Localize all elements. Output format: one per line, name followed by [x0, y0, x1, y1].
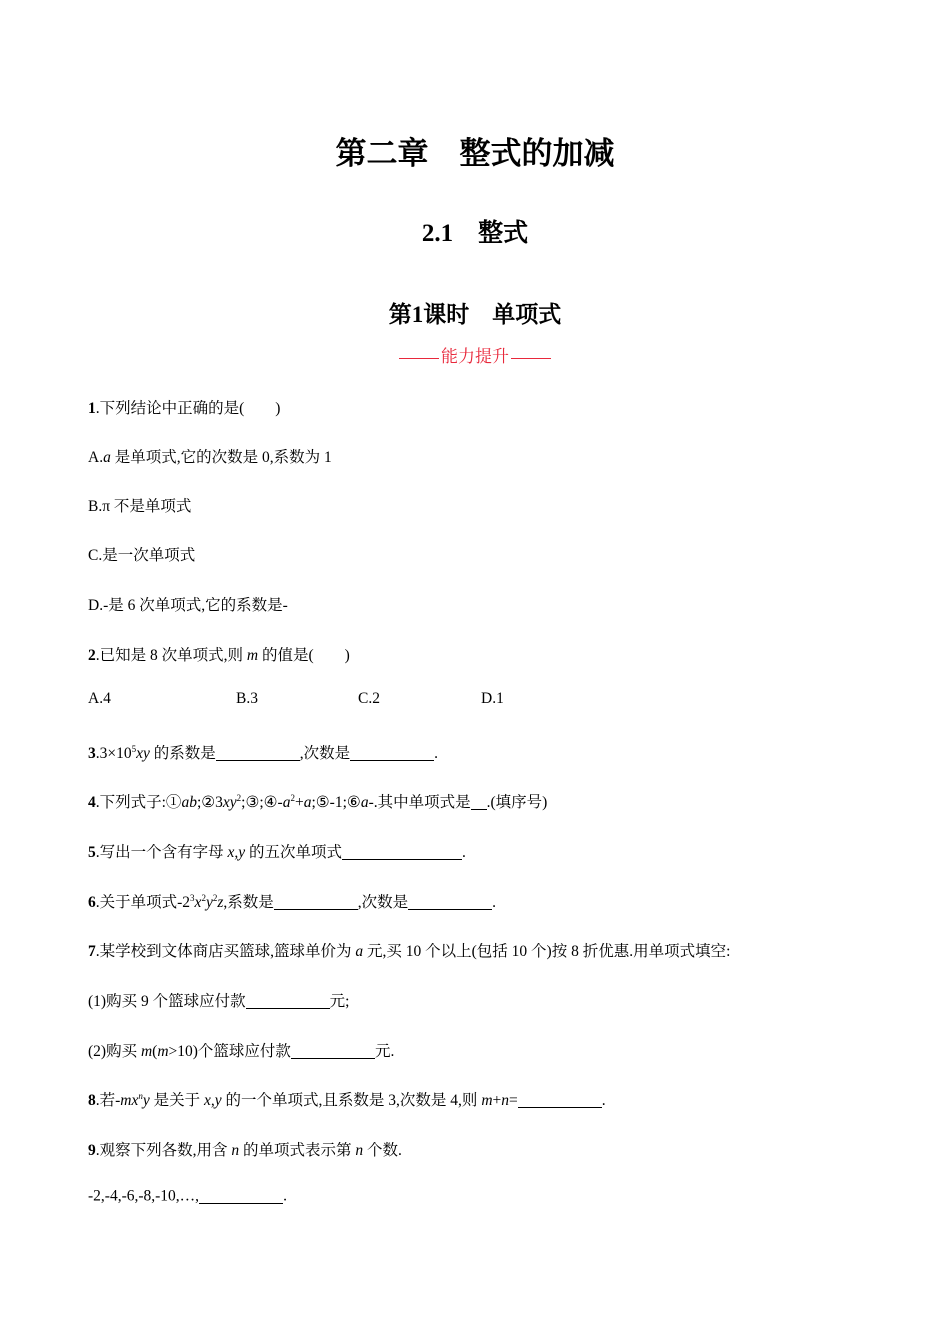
- banner-text: 能力提升: [441, 347, 509, 366]
- lesson-title: 第1课时 单项式: [388, 302, 562, 327]
- question-2-stem: 2.已知是 8 次单项式,则 m 的值是( ): [88, 647, 350, 664]
- section-title: 2.1 整式: [421, 220, 529, 247]
- question-2-option-a: A.4: [88, 690, 111, 707]
- question-5: 5.写出一个含有字母 x,y 的五次单项式 .: [88, 844, 466, 861]
- chapter-title: 第二章 整式的加减: [335, 136, 615, 171]
- answer-blank[interactable]: [408, 894, 492, 911]
- question-7-stem: 7.某学校到文体商店买篮球,篮球单价为 a 元,买 10 个以上(包括 10 个)按 8 折优惠.用单项式填空:: [88, 943, 731, 960]
- question-1-option-c: C.是一次单项式: [88, 547, 196, 564]
- answer-blank[interactable]: [518, 1092, 602, 1109]
- question-7-part-1: (1)购买 9 个篮球应付款 元;: [88, 993, 350, 1010]
- question-1-stem: 1.下列结论中正确的是( ): [88, 400, 281, 417]
- ability-banner: [0, 342, 950, 367]
- answer-blank[interactable]: [342, 844, 462, 861]
- answer-blank[interactable]: [216, 745, 300, 762]
- banner-rule-left: [399, 358, 439, 359]
- question-2-option-b: B.3: [236, 690, 258, 707]
- question-2-option-d: D.1: [481, 690, 504, 707]
- question-9-stem: 9.观察下列各数,用含 n 的单项式表示第 n 个数.: [88, 1142, 402, 1159]
- question-1-option-a: A.a 是单项式,它的次数是 0,系数为 1: [88, 449, 332, 466]
- answer-blank[interactable]: [291, 1043, 375, 1060]
- answer-blank[interactable]: [246, 993, 330, 1010]
- answer-blank[interactable]: [199, 1187, 283, 1204]
- question-1-option-b: B.π 不是单项式: [88, 498, 192, 515]
- question-6: 6.关于单项式$-2^3x^2y^2z$,系数是 ,次数是 .: [88, 893, 497, 911]
- question-3: $3.3\times 10^5xy$ 的系数是 ,次数是 .: [88, 744, 439, 762]
- question-9-sequence: -2,-4,-6,-8,-10,…, .: [88, 1187, 287, 1205]
- answer-blank[interactable]: [274, 894, 358, 911]
- question-2-options: [88, 690, 548, 710]
- question-8: 8.若$-mx^ny$ 是关于 x,y 的一个单项式,且系数是 3,次数是 4,则 m+n= .: [88, 1091, 606, 1109]
- answer-blank[interactable]: [350, 745, 434, 762]
- question-4: 4.下列式子$:①ab;②3xy^2;③;④-a^2+a;⑤-1;⑥a-$.其中单项式是 .(填序号): [88, 793, 548, 811]
- question-2-option-c: C.2: [358, 690, 380, 707]
- question-7-part-2: (2)购买 m(m>10)个篮球应付款 元.: [88, 1043, 395, 1060]
- banner-rule-right: [511, 358, 551, 359]
- answer-blank[interactable]: [471, 794, 487, 811]
- question-1-option-d: D.-是 6 次单项式,它的系数是-: [88, 597, 288, 614]
